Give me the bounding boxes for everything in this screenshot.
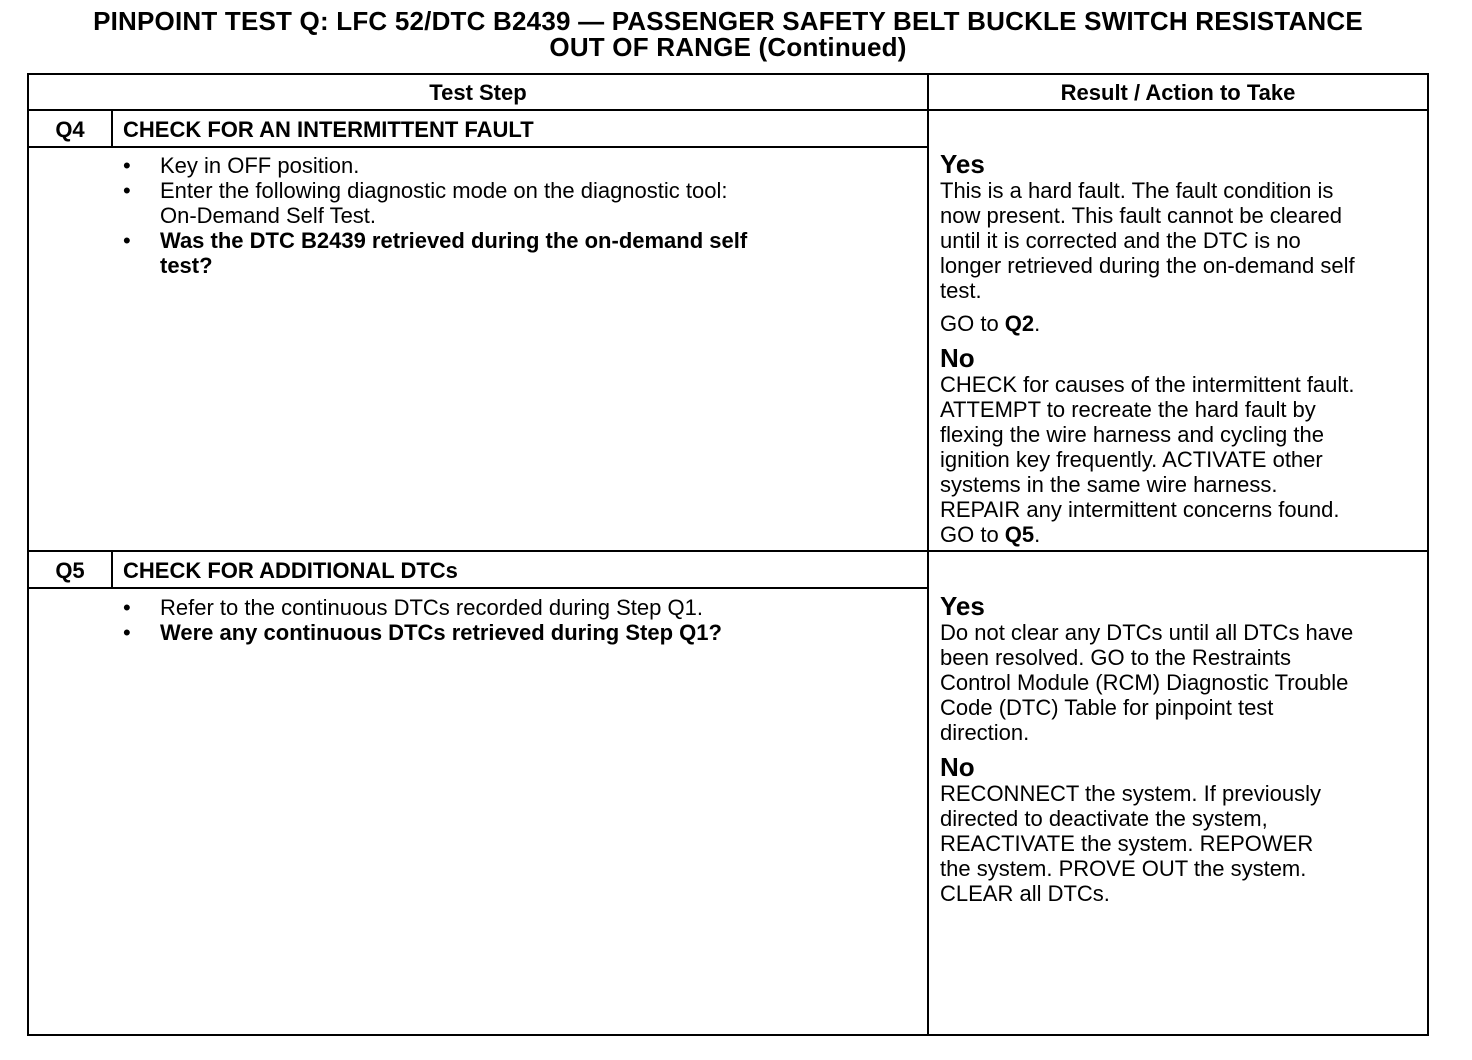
q4-yes-line: This is a hard fault. The fault condition is: [940, 178, 1334, 203]
step-id-q4: Q4: [55, 117, 85, 142]
q4-yes-goto: GO to Q2.: [940, 311, 1041, 336]
column-divider-main: [927, 75, 929, 1034]
q5-no-line: directed to deactivate the system,: [940, 806, 1268, 831]
q4-question-cont: test?: [160, 253, 213, 278]
q5-no-label: No: [940, 752, 975, 782]
q5-instruction-1: Refer to the continuous DTCs recorded during Step Q1.: [160, 595, 703, 620]
step-id-q5: Q5: [55, 558, 85, 583]
step-heading-q4: CHECK FOR AN INTERMITTENT FAULT: [123, 117, 534, 142]
q4-no-line: REPAIR any intermittent concerns found.: [940, 497, 1340, 522]
q4-instruction-2-cont: On-Demand Self Test.: [160, 203, 377, 228]
q4-yes-goto-target: Q2: [1004, 311, 1035, 336]
step-heading-q5: CHECK FOR ADDITIONAL DTCs: [123, 558, 458, 583]
bullet-icon: •: [123, 595, 131, 620]
q5-no-line: the system. PROVE OUT the system.: [940, 856, 1307, 881]
column-divider-step-id-q4: [111, 111, 113, 147]
bullet-icon: •: [123, 620, 131, 645]
bullet-icon: •: [123, 228, 131, 253]
q4-question: Was the DTC B2439 retrieved during the on-demand self: [160, 228, 748, 253]
q4-no-line: CHECK for causes of the intermittent fault.: [940, 372, 1355, 397]
q4-no-line: ignition key frequently. ACTIVATE other: [940, 447, 1323, 472]
column-divider-step-id-q5: [111, 552, 113, 588]
q4-no-goto-target: Q5: [1004, 522, 1035, 547]
q4-yes-line: until it is corrected and the DTC is no: [940, 228, 1301, 253]
column-header-test-step: Test Step: [429, 80, 527, 105]
q4-yes-line: now present. This fault cannot be cleared: [940, 203, 1342, 228]
q5-yes-line: Code (DTC) Table for pinpoint test: [940, 695, 1274, 720]
q5-result: [940, 592, 1353, 906]
page-title: [0, 8, 1456, 60]
q4-yes-line: longer retrieved during the on-demand self: [940, 253, 1355, 278]
q5-question: Were any continuous DTCs retrieved during Step Q1?: [160, 620, 722, 645]
title-line-2: OUT OF RANGE (Continued): [549, 32, 907, 62]
title-line-1: PINPOINT TEST Q: LFC 52/DTC B2439 — PASSENGER SAFETY BELT BUCKLE SWITCH RESISTANCE: [93, 6, 1363, 36]
q4-instruction-2: Enter the following diagnostic mode on the diagnostic tool:: [160, 178, 728, 203]
q4-no-line: systems in the same wire harness.: [940, 472, 1278, 497]
q4-yes-label: Yes: [940, 149, 985, 179]
q4-instruction-1: Key in OFF position.: [160, 153, 360, 178]
q4-q5-divider: [29, 550, 1427, 552]
column-header-result: Result / Action to Take: [1060, 80, 1296, 105]
q4-no-line: ATTEMPT to recreate the hard fault by: [940, 397, 1316, 422]
q5-yes-line: direction.: [940, 720, 1030, 745]
q4-no-label: No: [940, 343, 975, 373]
q5-yes-line: Control Module (RCM) Diagnostic Trouble: [940, 670, 1349, 695]
q5-yes-line: Do not clear any DTCs until all DTCs have: [940, 620, 1354, 645]
q5-no-line: CLEAR all DTCs.: [940, 881, 1110, 906]
header-divider: [29, 109, 1427, 111]
bullet-icon: •: [123, 178, 131, 203]
q5-yes-line: been resolved. GO to the Restraints: [940, 645, 1291, 670]
q4-yes-line: test.: [940, 278, 982, 303]
bullet-icon: •: [123, 153, 131, 178]
q5-heading-divider: [29, 587, 927, 589]
q5-no-line: REACTIVATE the system. REPOWER: [940, 831, 1314, 856]
q4-no-line: flexing the wire harness and cycling the: [940, 422, 1324, 447]
pinpoint-test-table: [27, 73, 1429, 1036]
q4-result: [940, 150, 1355, 547]
q4-heading-divider: [29, 146, 927, 148]
q5-no-line: RECONNECT the system. If previously: [940, 781, 1322, 806]
q4-no-goto: GO to Q5.: [940, 522, 1041, 547]
q5-yes-label: Yes: [940, 591, 985, 621]
